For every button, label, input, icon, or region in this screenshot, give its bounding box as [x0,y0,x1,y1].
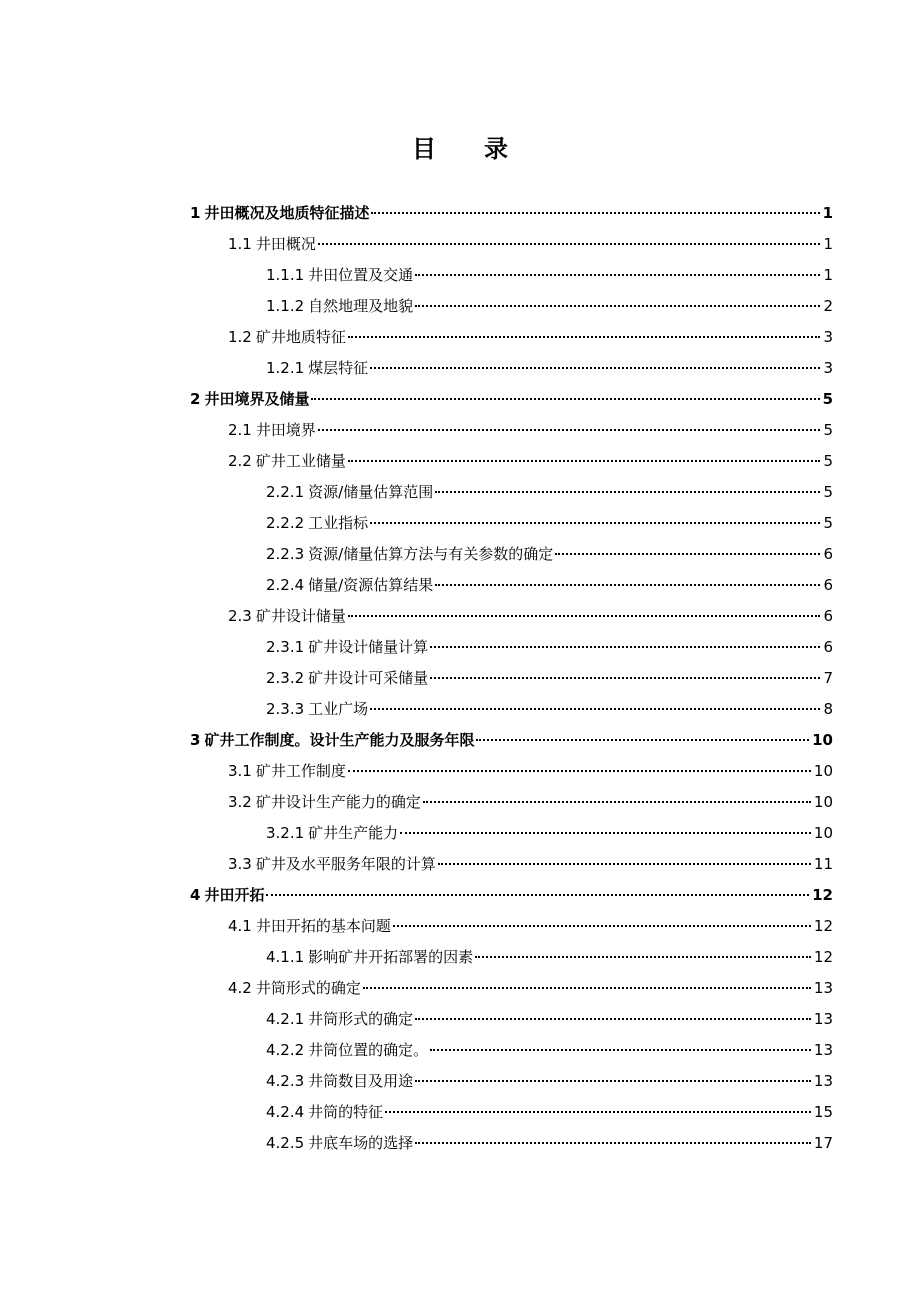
toc-entry[interactable] [0,725,833,756]
toc-entry-number: 1.1 [228,235,252,253]
dot-leader [348,615,821,617]
toc-entry-page-number: 3 [823,328,833,346]
toc-entry-title: 工业广场 [308,700,369,718]
toc-entry-title: 矿井工作制度。设计生产能力及服务年限 [204,731,475,749]
toc-entry[interactable] [0,291,833,322]
toc-entry[interactable] [0,694,833,725]
dot-leader [555,553,820,555]
toc-entry[interactable] [0,973,833,1004]
page-title: 目 录 [412,135,508,163]
toc-entry-number: 2.2 [228,452,252,470]
toc-entry-page-number: 12 [813,948,833,966]
toc-entry-title: 资源/储量估算范围 [308,483,434,501]
toc-entry-page-number: 3 [823,359,833,377]
dot-leader [475,956,811,958]
toc-entry-page-number: 5 [823,514,833,532]
dot-leader [370,708,820,710]
toc-entry-page-number: 13 [813,1072,833,1090]
toc-entry[interactable] [0,539,833,570]
toc-entry-page-number: 1 [823,235,833,253]
toc-entry-title: 井底车场的选择 [308,1134,414,1152]
toc-entry[interactable] [0,229,833,260]
dot-leader [311,398,819,400]
toc-entry-title: 工业指标 [308,514,369,532]
dot-leader [370,522,820,524]
toc-entry-number: 2.3 [228,607,252,625]
dot-leader [438,863,811,865]
dot-leader [266,894,809,896]
dot-leader [476,739,809,741]
toc-entry[interactable] [0,415,833,446]
dot-leader [400,832,811,834]
toc-entry-number: 2.2.3 [266,545,305,563]
toc-entry-title: 井田境界 [255,421,316,439]
toc-entry-number: 3.2.1 [266,824,305,842]
toc-entry-page-number: 12 [813,917,833,935]
toc-entry-title: 矿井生产能力 [308,824,399,842]
toc-entry-number: 2.2.1 [266,483,305,501]
toc-entry[interactable] [0,849,833,880]
toc-entry[interactable] [0,818,833,849]
toc-entry-title: 井田概况 [255,235,316,253]
toc-entry[interactable] [0,384,833,415]
dot-leader [370,367,820,369]
toc-entry-title: 井田境界及储量 [204,390,310,408]
toc-entry-page-number: 5 [823,483,833,501]
toc-entry[interactable] [0,322,833,353]
dot-leader [430,646,820,648]
toc-entry-page-number: 6 [823,576,833,594]
toc-entry[interactable] [0,477,833,508]
toc-entry-title: 井田位置及交通 [308,266,414,284]
dot-leader [348,336,821,338]
toc-entry-number: 4.2.3 [266,1072,305,1090]
toc-entry[interactable] [0,1004,833,1035]
toc-entry-page-number: 2 [823,297,833,315]
toc-entry-title: 矿井设计储量 [255,607,346,625]
toc-entry-page-number: 1 [822,204,833,222]
table-of-contents [0,198,920,1159]
toc-entry-number: 4.2.4 [266,1103,305,1121]
toc-entry-number: 3 [190,731,201,749]
toc-entry-number: 1.2 [228,328,252,346]
toc-entry-title: 矿井及水平服务年限的计算 [255,855,436,873]
toc-entry-title: 影响矿井开拓部署的因素 [308,948,474,966]
toc-entry-page-number: 1 [823,266,833,284]
toc-entry-title: 矿井设计生产能力的确定 [255,793,421,811]
toc-entry-number: 1.1.1 [266,266,305,284]
toc-entry[interactable] [0,942,833,973]
toc-entry-title: 煤层特征 [308,359,369,377]
toc-entry-page-number: 10 [813,793,833,811]
toc-entry-number: 2.3.3 [266,700,305,718]
toc-entry[interactable] [0,632,833,663]
toc-entry[interactable] [0,353,833,384]
toc-entry-number: 4.2.2 [266,1041,305,1059]
toc-entry[interactable] [0,880,833,911]
dot-leader [415,305,820,307]
dot-leader [435,584,820,586]
toc-entry-number: 1 [190,204,201,222]
toc-entry-page-number: 13 [813,1041,833,1059]
toc-entry-page-number: 12 [812,886,833,904]
toc-entry-number: 4.2.1 [266,1010,305,1028]
toc-entry-page-number: 10 [812,731,833,749]
toc-entry-title: 矿井工业储量 [255,452,346,470]
toc-entry-page-number: 5 [823,421,833,439]
dot-leader [415,274,820,276]
toc-entry-title: 储量/资源估算结果 [308,576,434,594]
toc-entry[interactable] [0,508,833,539]
toc-entry[interactable] [0,663,833,694]
dot-leader [430,1049,811,1051]
toc-entry-title: 井筒位置的确定。 [308,1041,429,1059]
toc-entry-title: 井筒形式的确定 [308,1010,414,1028]
toc-entry-page-number: 6 [823,607,833,625]
toc-entry-number: 2.3.1 [266,638,305,656]
dot-leader [435,491,820,493]
toc-entry[interactable] [0,911,833,942]
toc-entry-title: 自然地理及地貌 [308,297,414,315]
toc-entry-title: 矿井工作制度 [255,762,346,780]
dot-leader [348,770,811,772]
toc-entry[interactable] [0,601,833,632]
toc-entry[interactable] [0,787,833,818]
toc-entry-title: 井筒形式的确定 [255,979,361,997]
toc-entry-page-number: 7 [823,669,833,687]
toc-entry-number: 4.2.5 [266,1134,305,1152]
toc-entry-title: 矿井设计储量计算 [308,638,429,656]
toc-entry-page-number: 6 [823,545,833,563]
toc-entry-title: 井田概况及地质特征描述 [204,204,370,222]
toc-entry-number: 1.2.1 [266,359,305,377]
toc-entry[interactable] [0,1128,833,1159]
toc-entry-number: 4.1 [228,917,252,935]
toc-entry-title: 矿井地质特征 [255,328,346,346]
toc-entry-page-number: 11 [813,855,833,873]
toc-entry-page-number: 6 [823,638,833,656]
dot-leader [430,677,820,679]
toc-entry-page-number: 13 [813,1010,833,1028]
toc-entry-page-number: 15 [813,1103,833,1121]
toc-entry-page-number: 17 [813,1134,833,1152]
toc-entry-number: 2.2.2 [266,514,305,532]
toc-entry-page-number: 5 [823,452,833,470]
toc-entry-number: 2.1 [228,421,252,439]
toc-entry-number: 4.2 [228,979,252,997]
toc-entry-number: 4.1.1 [266,948,305,966]
toc-entry-number: 3.1 [228,762,252,780]
dot-leader [371,212,819,214]
toc-entry-title: 矿井设计可采储量 [308,669,429,687]
toc-entry-page-number: 10 [813,824,833,842]
toc-entry-number: 3.3 [228,855,252,873]
toc-entry-title: 井筒的特征 [308,1103,384,1121]
dot-leader [385,1111,811,1113]
dot-leader [415,1142,811,1144]
toc-entry-number: 1.1.2 [266,297,305,315]
toc-entry-page-number: 8 [823,700,833,718]
toc-entry-title: 井田开拓的基本问题 [255,917,391,935]
dot-leader [415,1080,811,1082]
toc-entry-title: 井田开拓 [204,886,265,904]
toc-entry[interactable] [0,446,833,477]
toc-entry-page-number: 13 [813,979,833,997]
toc-entry-number: 2 [190,390,201,408]
toc-entry-title: 井筒数目及用途 [308,1072,414,1090]
dot-leader [318,429,821,431]
dot-leader [393,925,811,927]
toc-entry-number: 3.2 [228,793,252,811]
toc-entry[interactable] [0,570,833,601]
toc-entry[interactable] [0,1066,833,1097]
dot-leader [363,987,811,989]
toc-entry[interactable] [0,1035,833,1066]
toc-entry[interactable] [0,1097,833,1128]
toc-entry[interactable] [0,756,833,787]
toc-entry[interactable] [0,260,833,291]
dot-leader [348,460,821,462]
toc-entry-page-number: 10 [813,762,833,780]
toc-entry-number: 4 [190,886,201,904]
toc-entry-page-number: 5 [822,390,833,408]
toc-entry[interactable] [0,198,833,229]
toc-entry-title: 资源/储量估算方法与有关参数的确定 [308,545,554,563]
dot-leader [318,243,821,245]
dot-leader [423,801,811,803]
toc-entry-number: 2.2.4 [266,576,305,594]
dot-leader [415,1018,811,1020]
toc-entry-number: 2.3.2 [266,669,305,687]
